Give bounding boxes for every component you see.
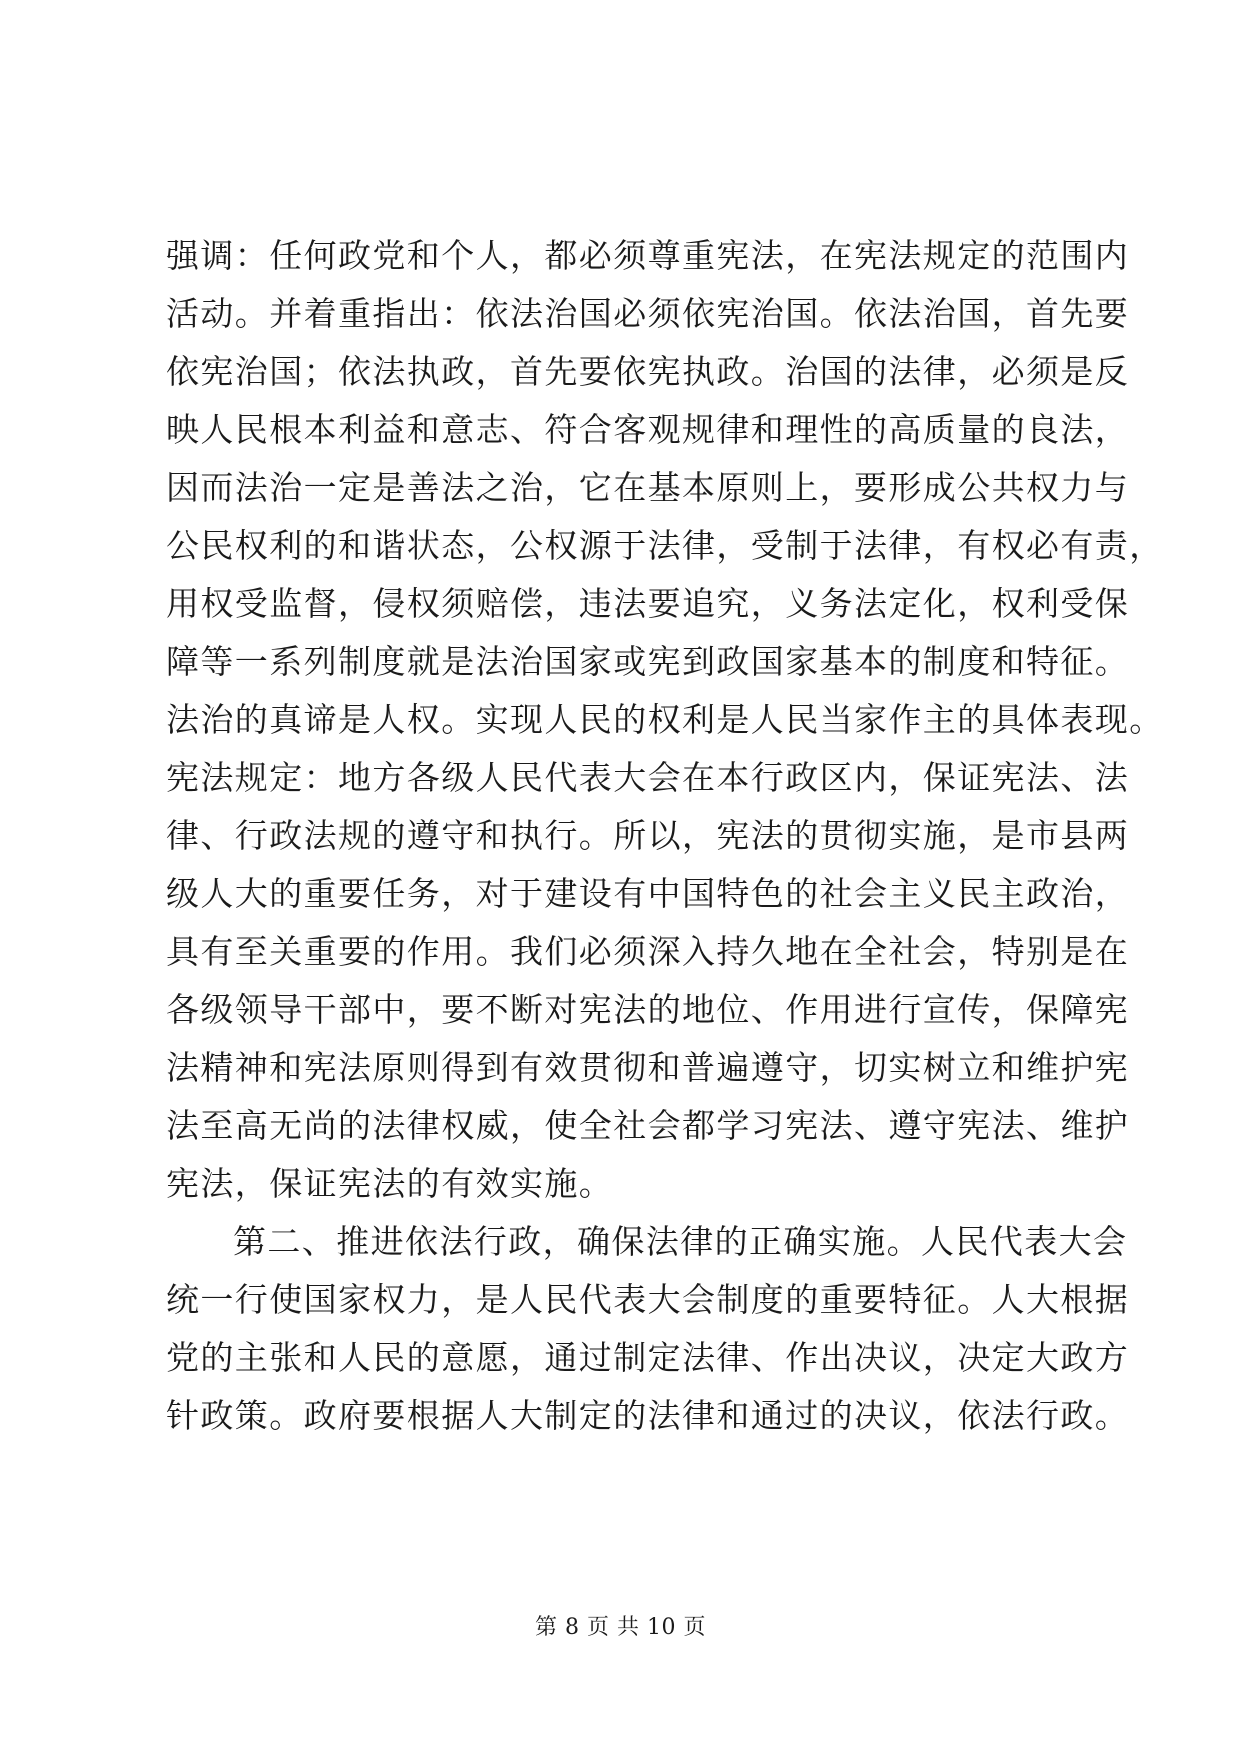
text-line: 各级领导干部中，要不断对宪法的地位、作用进行宣传，保障宪 [166,990,1130,1029]
text-line: 映人民根本利益和意志、符合客观规律和理性的高质量的良法， [166,410,1130,449]
paragraph-start-line: 第二、推进依法行政，确保法律的正确实施。人民代表大会 [233,1222,1128,1261]
text-line: 公民权利的和谐状态，公权源于法律，受制于法律，有权必有责， [166,526,1164,565]
body-text [166,227,1164,1445]
text-line: 法治的真谛是人权。实现人民的权利是人民当家作主的具体表现。 [166,700,1164,739]
text-line: 宪法规定：地方各级人民代表大会在本行政区内，保证宪法、法 [166,758,1130,797]
text-line: 因而法治一定是善法之治，它在基本原则上，要形成公共权力与 [166,468,1130,507]
text-line: 统一行使国家权力，是人民代表大会制度的重要特征。人大根据 [166,1280,1130,1319]
text-line: 党的主张和人民的意愿，通过制定法律、作出决议，决定大政方 [166,1338,1130,1377]
text-line: 针政策。政府要根据人大制定的法律和通过的决议，依法行政。 [166,1396,1130,1435]
text-line: 依宪治国；依法执政，首先要依宪执政。治国的法律，必须是反 [166,352,1130,391]
text-line: 律、行政法规的遵守和执行。所以，宪法的贯彻实施，是市县两 [166,816,1130,855]
paragraph-end-line: 宪法，保证宪法的有效实施。 [166,1164,614,1203]
text-line: 活动。并着重指出：依法治国必须依宪治国。依法治国，首先要 [166,294,1130,333]
text-line: 级人大的重要任务，对于建设有中国特色的社会主义民主政治， [166,874,1130,913]
page-number-footer: 第 8 页 共 10 页 [535,1615,706,1640]
text-line: 具有至关重要的作用。我们必须深入持久地在全社会，特别是在 [166,932,1130,971]
text-line: 法至高无尚的法律权威，使全社会都学习宪法、遵守宪法、维护 [166,1106,1130,1145]
text-line: 障等一系列制度就是法治国家或宪到政国家基本的制度和特征。 [166,642,1130,681]
text-line: 法精神和宪法原则得到有效贯彻和普遍遵守，切实树立和维护宪 [166,1048,1130,1087]
text-line: 强调：任何政党和个人，都必须尊重宪法，在宪法规定的范围内 [166,236,1130,275]
text-line: 用权受监督，侵权须赔偿，违法要追究，义务法定化，权利受保 [166,584,1130,623]
